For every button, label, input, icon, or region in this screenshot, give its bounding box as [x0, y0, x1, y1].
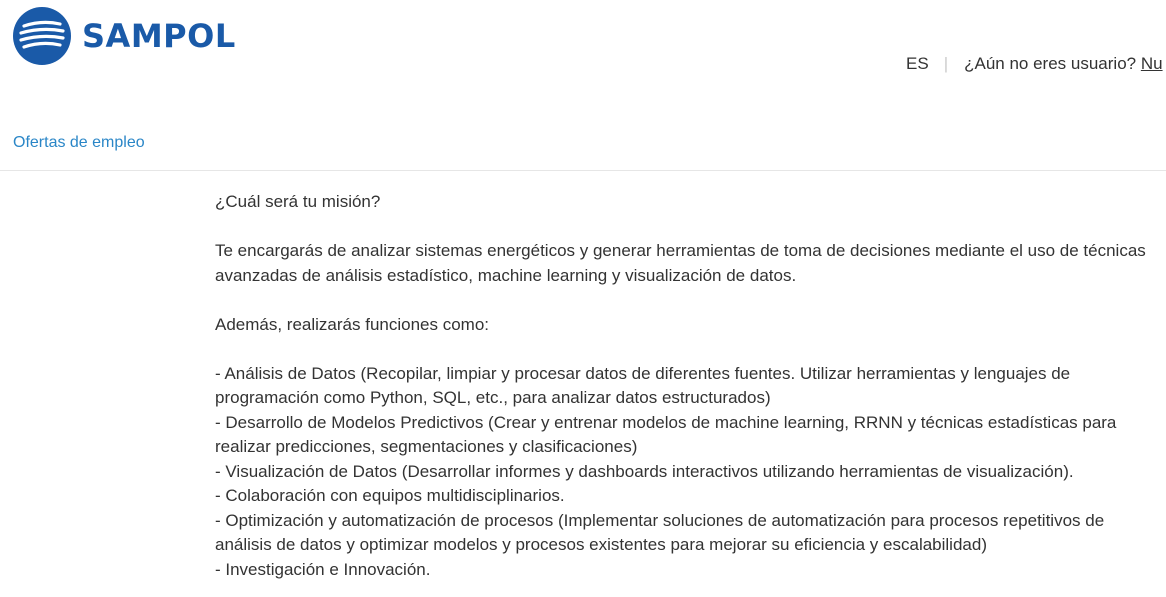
function-item: - Desarrollo de Modelos Predictivos (Crear y entrenar modelos de machine learning, RRNN y técnicas estadísticas para realizar predicciones, segmentaciones y clasificaciones) — [215, 412, 1117, 456]
mission-heading: ¿Cuál será tu misión? — [215, 192, 381, 211]
job-description — [215, 190, 1155, 582]
register-link[interactable]: Nu — [1140, 54, 1163, 73]
spacer — [215, 288, 1155, 313]
function-item: - Optimización y automatización de procesos (Implementar soluciones de automatización para procesos repetitivos de análisis de datos y optimizar modelos y procesos existentes para mejorar su eficiencia y escalabilidad) — [215, 510, 1105, 554]
header-actions — [906, 54, 1163, 74]
function-item: - Análisis de Datos (Recopilar, limpiar y procesar datos de diferentes fuentes. Utilizar herramientas y lenguajes de programación como Python, SQL, etc., para analizar datos estructurados) — [215, 363, 1071, 407]
header-separator: | — [943, 54, 949, 73]
brand-name: SAMPOL — [82, 17, 236, 55]
register-prompt: ¿Aún no eres usuario? — [964, 54, 1137, 73]
sampol-logo-icon — [12, 6, 72, 66]
spacer — [215, 215, 1155, 240]
sampol-logo[interactable] — [12, 6, 236, 66]
header-divider — [0, 170, 1166, 171]
function-item: - Colaboración con equipos multidisciplinarios. — [215, 486, 565, 505]
nav-job-offers[interactable]: Ofertas de empleo — [13, 134, 145, 151]
language-selector[interactable]: ES — [906, 54, 929, 73]
functions-heading: Además, realizarás funciones como: — [215, 314, 490, 334]
function-item: - Investigación e Innovación. — [215, 559, 431, 579]
mission-intro: Te encargarás de analizar sistemas energéticos y generar herramientas de toma de decisiones mediante el uso de técnicas avanzadas de análisis estadístico, machine learning y visualización de datos. — [215, 241, 1146, 285]
spacer — [215, 337, 1155, 362]
function-item: - Visualización de Datos (Desarrollar informes y dashboards interactivos utilizando herramientas de visualización). — [215, 461, 1074, 481]
